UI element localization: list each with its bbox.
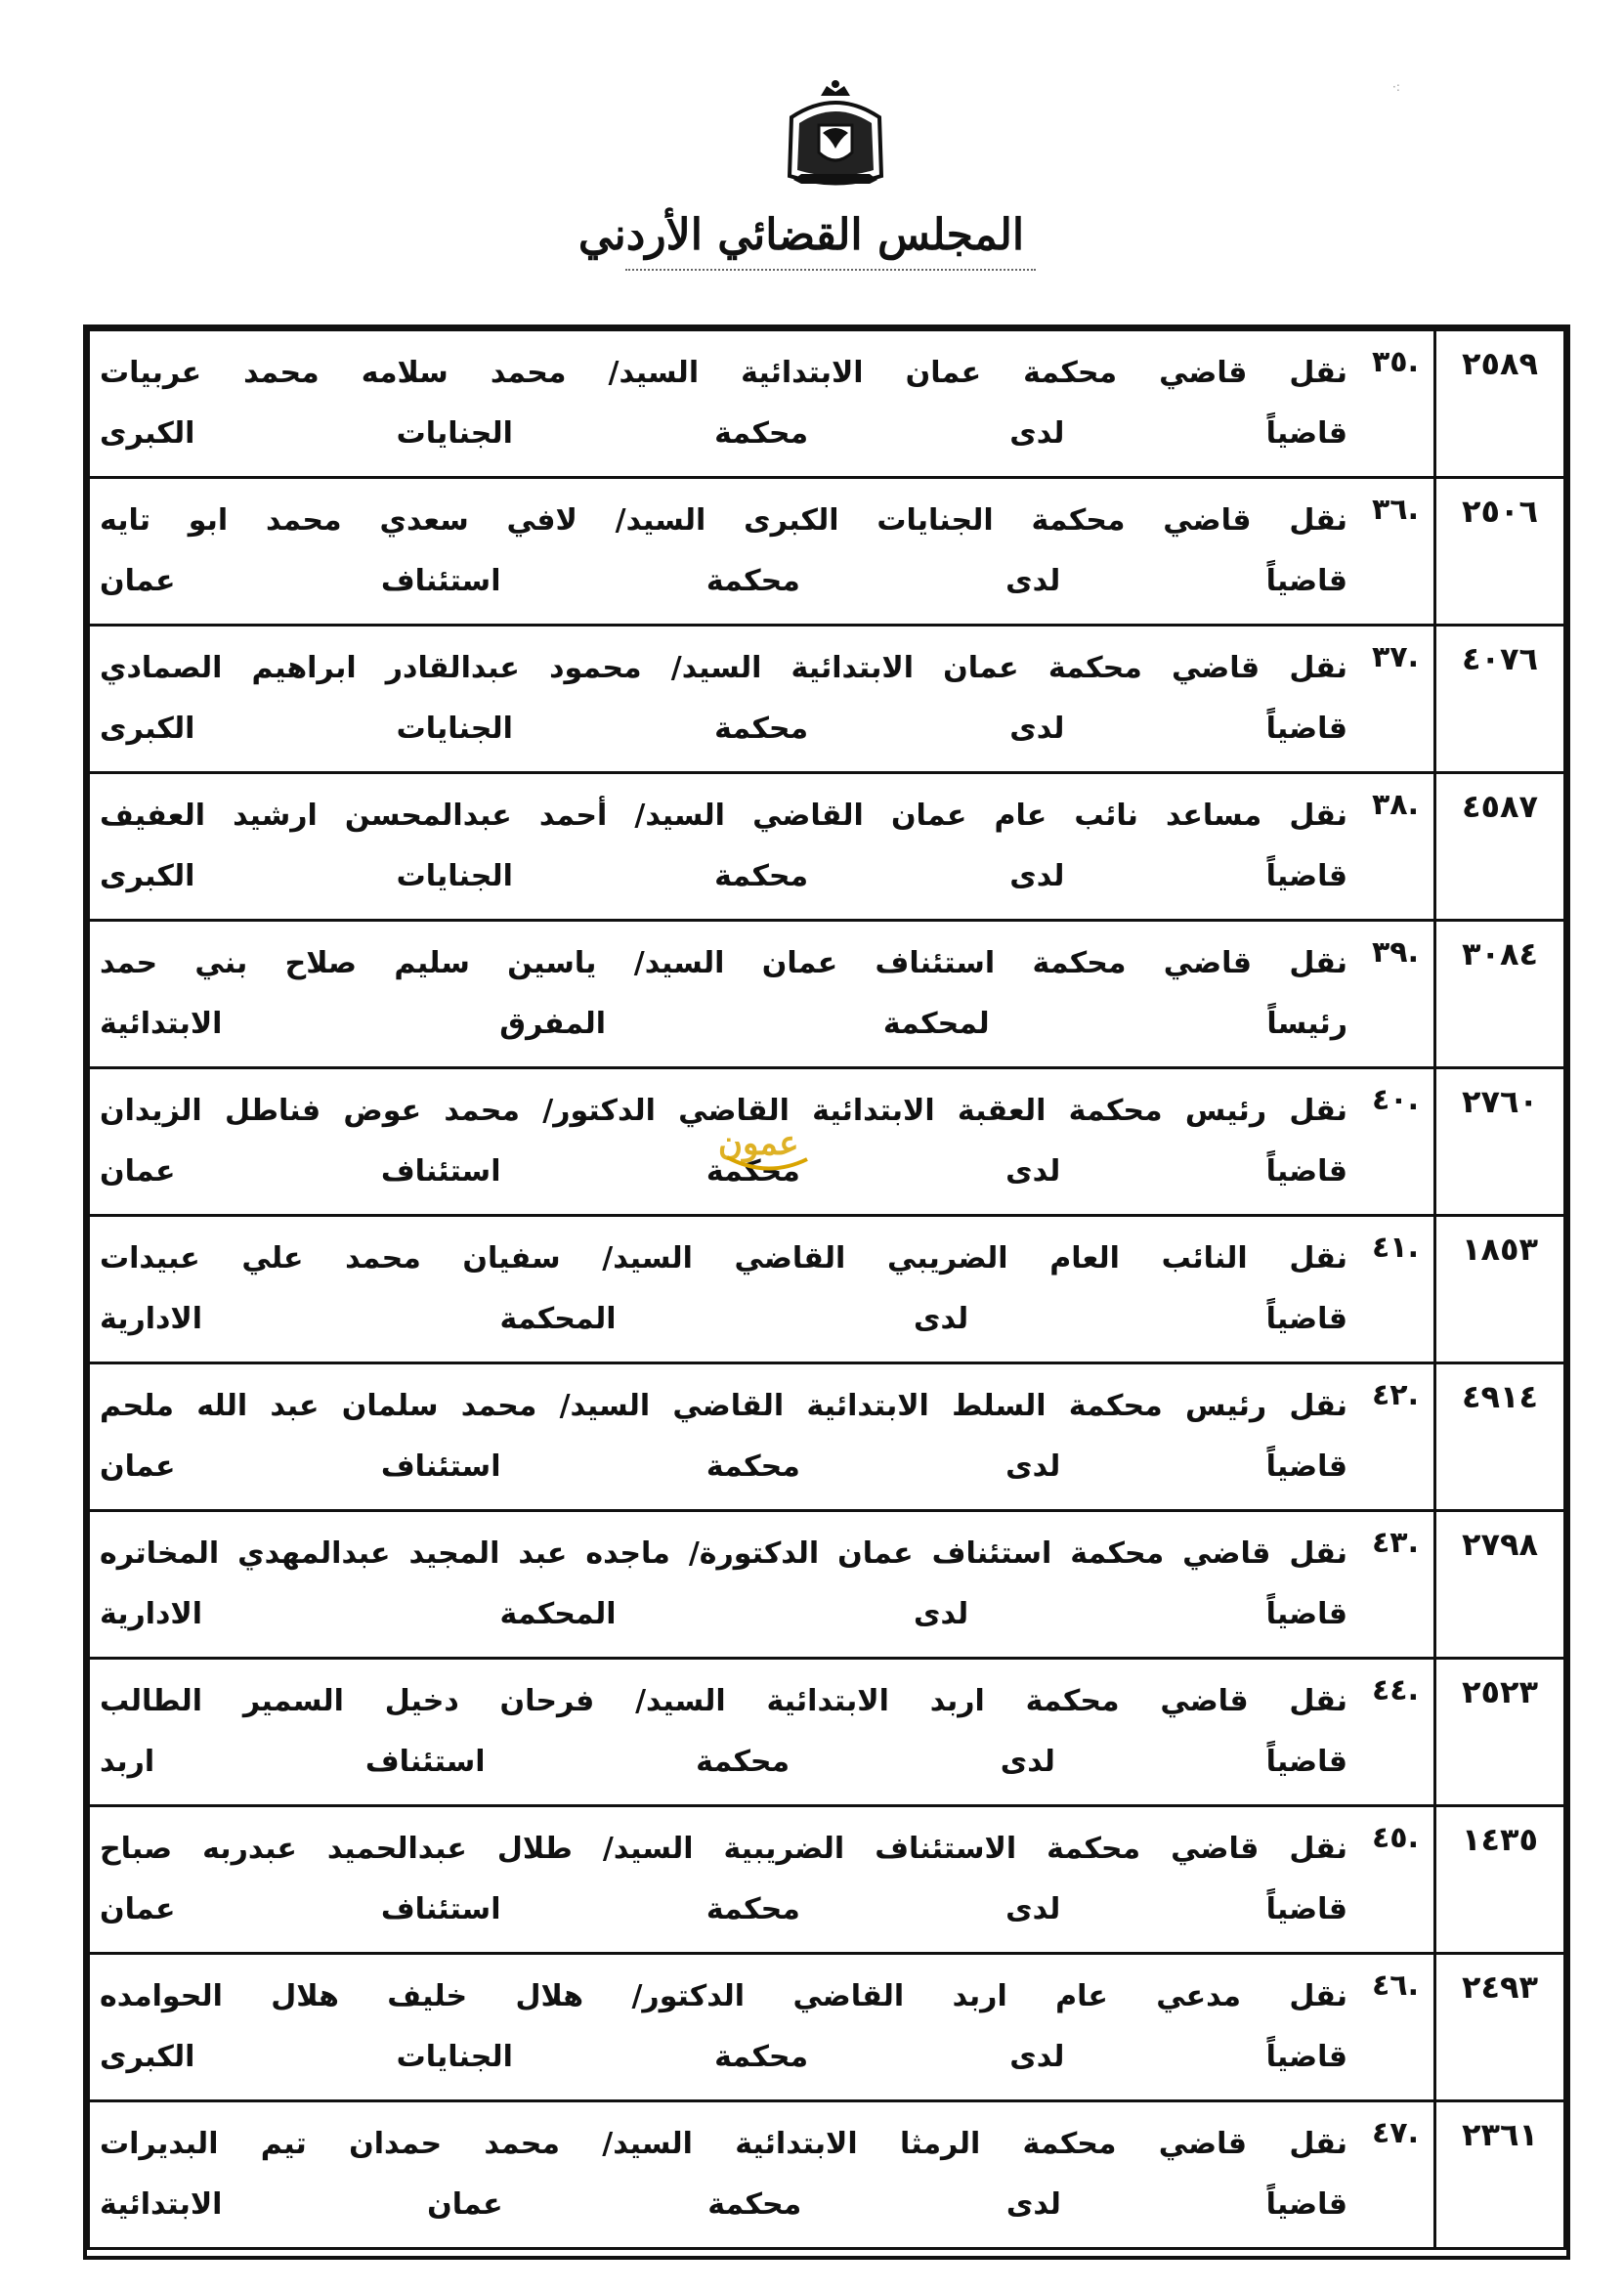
destination-line: قاضياً لدى محكمة استئناف عمان [100,1154,1347,1189]
destination-line: قاضياً لدى محكمة الجنايات الكبرى [100,416,1347,451]
letterhead-rule [625,269,1036,277]
record-text [89,626,1358,773]
letterhead [0,59,1624,283]
table-row [89,626,1565,773]
destination-line: رئيساً لمحكمة المفرق الابتدائية [100,1007,1347,1041]
record-id: ١٤٣٥ [1435,1806,1565,1954]
watermark: عمون [718,1124,799,1163]
record-number: .٤٦ [1357,1954,1435,2101]
record-number: .٤٢ [1357,1363,1435,1511]
record-number: .٣٥ [1357,330,1435,478]
table-row [89,1068,1565,1216]
record-id: ٢٥٠٦ [1435,478,1565,626]
record-id: ٣٠٨٤ [1435,921,1565,1068]
watermark-swoosh-icon [723,1153,811,1175]
record-id: ٤٠٧٦ [1435,626,1565,773]
record-text [89,1216,1358,1363]
record-text [89,478,1358,626]
destination-line: قاضياً لدى محكمة استئناف عمان [100,1892,1347,1926]
table-row [89,2101,1565,2249]
record-number: .٤٣ [1357,1511,1435,1659]
transfers-table [83,324,1570,2260]
record-id: ٤٥٨٧ [1435,773,1565,921]
transfer-line: نقل قاضي محكمة الرمثا الابتدائية السيد/ محمد حمدان تيم البديرات [100,2127,1347,2161]
scan-mark: ·: [1392,80,1400,94]
record-number: .٤٠ [1357,1068,1435,1216]
record-id: ٢٧٦٠ [1435,1068,1565,1216]
record-text [89,1954,1358,2101]
record-id: ٢٥٢٣ [1435,1659,1565,1806]
record-text [89,921,1358,1068]
transfer-line: نقل قاضي محكمة عمان الابتدائية السيد/ محمود عبدالقادر ابراهيم الصمادي [100,651,1347,685]
transfer-line: نقل مدعي عام اربد القاضي الدكتور/ هلال خليف هلال الحوامده [100,1979,1347,2013]
record-number: .٤٤ [1357,1659,1435,1806]
destination-line: قاضياً لدى محكمة استئناف عمان [100,1449,1347,1484]
record-text [89,1806,1358,1954]
record-text [89,2101,1358,2249]
destination-line: قاضياً لدى محكمة الجنايات الكبرى [100,859,1347,893]
record-text [89,773,1358,921]
record-text [89,1659,1358,1806]
table-row [89,1806,1565,1954]
record-number: .٣٦ [1357,478,1435,626]
record-id: ١٨٥٣ [1435,1216,1565,1363]
table-row [89,1363,1565,1511]
destination-line: قاضياً لدى محكمة الجنايات الكبرى [100,2040,1347,2074]
table-row [89,1659,1565,1806]
record-id: ٢٧٩٨ [1435,1511,1565,1659]
table-row [89,1511,1565,1659]
council-name: المجلس القضائي الأردني [577,210,1025,260]
destination-line: قاضياً لدى محكمة استئناف اربد [100,1745,1347,1779]
record-number: .٤٧ [1357,2101,1435,2249]
table-row [89,921,1565,1068]
transfer-line: نقل قاضي محكمة الاستئناف الضريبية السيد/ طلال عبدالحميد عبدربه صباح [100,1832,1347,1866]
destination-line: قاضياً لدى محكمة استئناف عمان [100,564,1347,598]
transfer-line: نقل قاضي محكمة عمان الابتدائية السيد/ محمد سلامه محمد عربيات [100,356,1347,390]
transfer-line: نقل قاضي محكمة استئناف عمان السيد/ ياسين سليم صلاح بني حمد [100,946,1347,980]
table-row [89,478,1565,626]
record-number: .٣٧ [1357,626,1435,773]
table-row [89,1216,1565,1363]
table-row [89,330,1565,478]
transfer-line: نقل مساعد نائب عام عمان القاضي السيد/ أحمد عبدالمحسن ارشيد العفيف [100,799,1347,833]
transfer-line: نقل قاضي محكمة الجنايات الكبرى السيد/ لافي سعدي محمد ابو تايه [100,503,1347,538]
transfer-line: نقل قاضي محكمة استئناف عمان الدكتورة/ ماجده عبد المجيد عبدالمهدي المخاتره [100,1536,1347,1571]
destination-line: قاضياً لدى محكمة عمان الابتدائية [100,2187,1347,2222]
records-body [89,330,1565,2249]
table-row [89,773,1565,921]
jordan-coat-of-arms-icon [772,78,899,195]
record-id: ٤٩١٤ [1435,1363,1565,1511]
record-id: ٢٥٨٩ [1435,330,1565,478]
destination-line: قاضياً لدى المحكمة الادارية [100,1597,1347,1631]
record-number: .٤٥ [1357,1806,1435,1954]
record-text [89,1363,1358,1511]
table-row [89,1954,1565,2101]
transfer-line: نقل قاضي محكمة اربد الابتدائية السيد/ فرحان دخيل السمير الطالب [100,1684,1347,1718]
record-text [89,1511,1358,1659]
record-id: ٢٤٩٣ [1435,1954,1565,2101]
record-number: .٣٩ [1357,921,1435,1068]
transfer-line: نقل النائب العام الضريبي القاضي السيد/ سفيان محمد علي عبيدات [100,1241,1347,1276]
transfer-line: نقل رئيس محكمة السلط الابتدائية القاضي السيد/ محمد سلمان عبد الله ملحم [100,1389,1347,1423]
destination-line: قاضياً لدى المحكمة الادارية [100,1302,1347,1336]
records-table [87,328,1566,2250]
destination-line: قاضياً لدى محكمة الجنايات الكبرى [100,712,1347,746]
record-number: .٣٨ [1357,773,1435,921]
transfer-line: نقل رئيس محكمة العقبة الابتدائية القاضي الدكتور/ محمد عوض فناطل الزيدان [100,1094,1347,1128]
record-text [89,330,1358,478]
record-id: ٢٣٦١ [1435,2101,1565,2249]
record-number: .٤١ [1357,1216,1435,1363]
